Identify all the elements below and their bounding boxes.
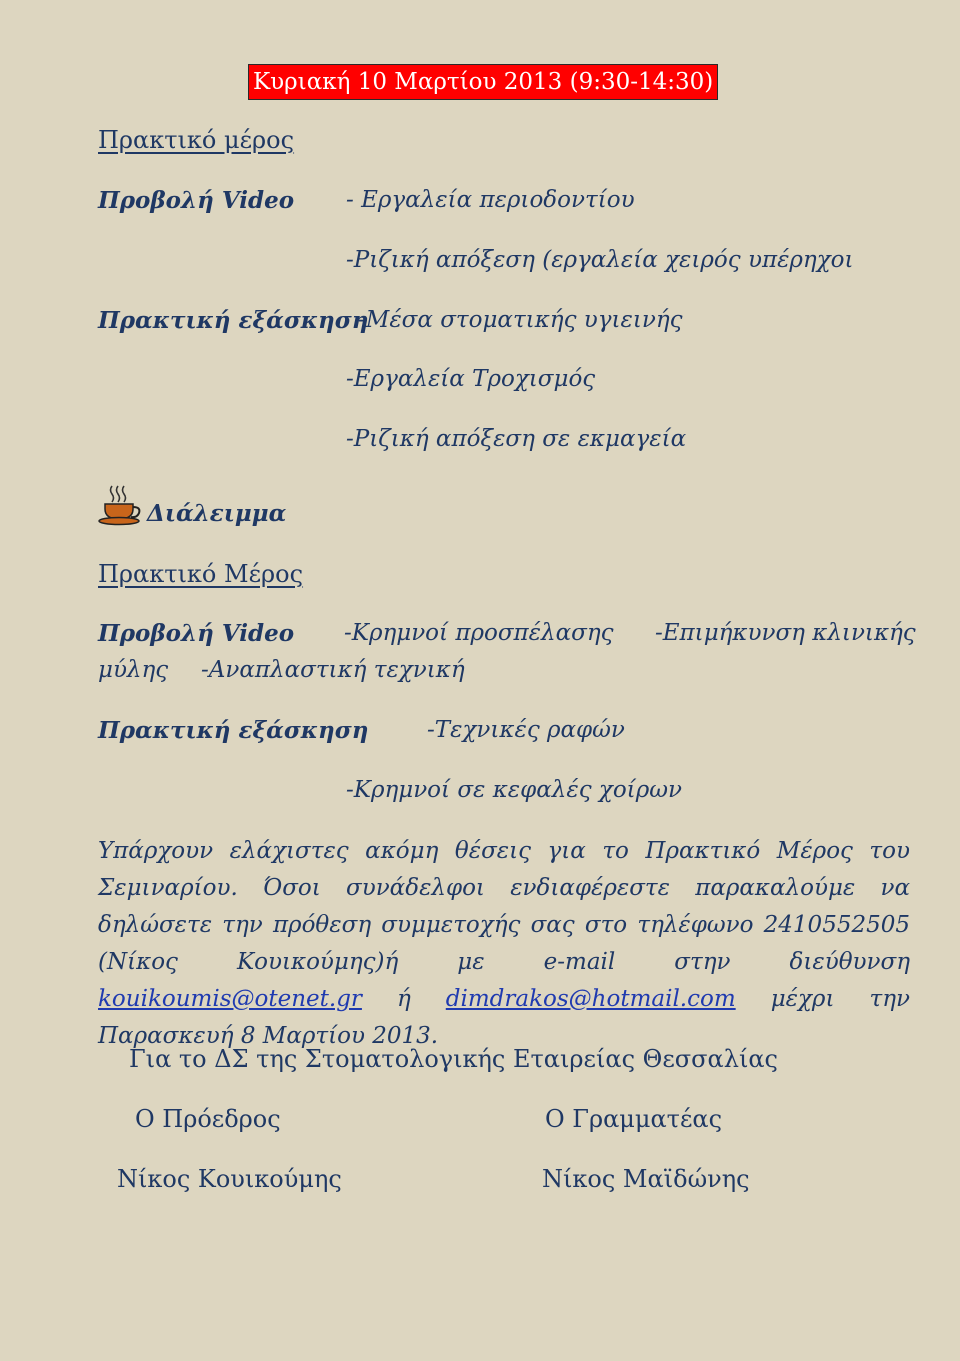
notice-text: Υπάρχουν ελάχιστες ακόμη θέσεις για το Πρακτικό Μέρος του Σεμιναρίου. Όσοι συνάδελφοι ενδιαφέρεστε παρακαλούμε να δηλώσετε την πρόθεση συμμετοχής σας στο τηλέφωνο 2410552505 (Νίκος Κουικούμης)ή με e-mail στην διεύθυνση <box>98 838 910 975</box>
session1-practice-label: Πρακτική εξάσκηση <box>98 307 369 334</box>
session1-title: Πρακτικό μέρος <box>98 126 295 154</box>
secretary-name: Νίκος Μαϊδώνης <box>542 1165 750 1193</box>
notice-paragraph <box>98 833 910 1055</box>
president-title: Ο Πρόεδρος <box>135 1105 281 1133</box>
coffee-cup-icon <box>98 484 144 526</box>
notice-deadline: μέχρι την Παρασκευή 8 Μαρτίου 2013. <box>98 986 910 1049</box>
session2-practice-item: -Τεχνικές ραφών <box>427 717 625 743</box>
session2-title: Πρακτικό Μέρος <box>98 560 304 588</box>
session1-video-label: Προβολή Video <box>98 187 295 214</box>
session1-practice-item: -Ριζική απόξεση σε εκμαγεία <box>346 426 687 452</box>
event-date: Κυριακή 10 Μαρτίου 2013 (9:30-14:30) <box>248 64 718 100</box>
president-name: Νίκος Κουικούμης <box>117 1165 342 1193</box>
session2-practice-item: -Κρημνοί σε κεφαλές χοίρων <box>346 777 682 803</box>
break-label: Διάλειμμα <box>147 500 287 527</box>
session1-video-item: - Εργαλεία περιοδοντίου <box>346 187 635 213</box>
signature-org: Για το ΔΣ της Στοματολογικής Εταιρείας Θεσσαλίας <box>129 1045 778 1073</box>
secretary-title: Ο Γραμματέας <box>545 1105 723 1133</box>
session2-practice-label: Πρακτική εξάσκηση <box>98 717 369 744</box>
session1-practice-item: -Μέσα στοματικής υγιεινής <box>358 307 683 333</box>
session1-practice-item: -Εργαλεία Τροχισμός <box>346 366 596 392</box>
session2-video-item: -Κρημνοί προσπέλασης <box>344 620 614 646</box>
session2-video-item: -Αναπλαστική τεχνική <box>201 657 465 683</box>
email-link-kouikoumis[interactable]: kouikoumis@otenet.gr <box>98 986 362 1012</box>
session2-video-item: -Επιμήκυνση κλινικής <box>655 620 916 646</box>
session2-video-label: Προβολή Video <box>98 620 295 647</box>
session1-video-item: -Ριζική απόξεση (εργαλεία χειρός υπέρηχοι <box>346 247 854 273</box>
notice-or: ή <box>396 986 411 1012</box>
session2-video-item-cont: μύλης <box>98 657 169 683</box>
email-link-dimdrakos[interactable]: dimdrakos@hotmail.com <box>445 986 736 1012</box>
